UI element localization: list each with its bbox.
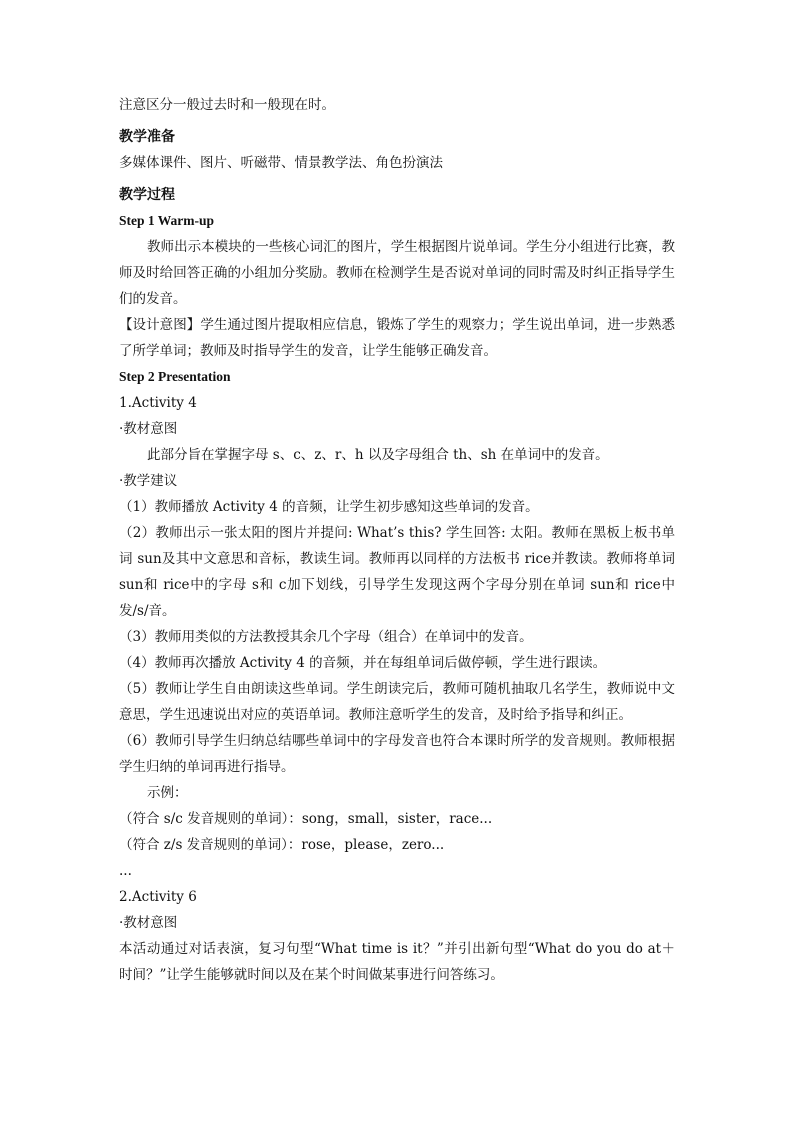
activity4-title: 1.Activity 4 bbox=[119, 395, 197, 411]
advice-item-2: （2）教师出示一张太阳的图片并提问: What’s this? 学生回答: 太阳。教师在黑板上板书单词 sun及其中文意思和音标，教读生词。教师再以同样的方法板书 rice并教读。教师将单词 sun和 rice中的字母 s和 c加下划线，引导学生发现这两个字母分别在单词 sun和 rice中发/s/音。 bbox=[119, 525, 675, 619]
step1-body: 教师出示本模块的一些核心词汇的图片，学生根据图片说单词。学生分小组进行比赛，教师及时给回答正确的小组加分奖励。教师在检测学生是否说对单词的同时需及时纠正指导学生们的发音。 bbox=[119, 239, 675, 307]
activity6-intent-label: ·教材意图 bbox=[119, 915, 178, 931]
document-body bbox=[119, 92, 675, 988]
activity4-intent-label: ·教材意图 bbox=[119, 421, 178, 437]
intro-line: 注意区分一般过去时和一般现在时。 bbox=[119, 97, 335, 113]
step2-title: Step 2 Presentation bbox=[119, 369, 231, 384]
activity6-title: 2.Activity 6 bbox=[119, 889, 197, 905]
prep-heading: 教学准备 bbox=[119, 129, 175, 145]
prep-text: 多媒体课件、图片、听磁带、情景教学法、角色扮演法 bbox=[119, 155, 443, 171]
activity6-intent-text: 本活动通过对话表演，复习句型“What time is it？”并引出新句型“What do you do at＋时间？”让学生能够就时间以及在某个时间做某事进行问答练习。 bbox=[119, 941, 675, 983]
advice-item-1: （1）教师播放 Activity 4 的音频，让学生初步感知这些单词的发音。 bbox=[119, 499, 539, 515]
activity4-advice-label: ·教学建议 bbox=[119, 473, 178, 489]
example-line-2: （符合 z/s 发音规则的单词）：rose，please，zero... bbox=[119, 837, 445, 853]
example-line-1: （符合 s/c 发音规则的单词）：song，small，sister，race... bbox=[119, 811, 493, 827]
activity4-intent-text: 此部分旨在掌握字母 s、c、z、r、h 以及字母组合 th、sh 在单词中的发音。 bbox=[147, 447, 609, 463]
step1-title: Step 1 Warm-up bbox=[119, 213, 215, 228]
advice-item-6: （6）教师引导学生归纳总结哪些单词中的字母发音也符合本课时所学的发音规则。教师根据学生归纳的单词再进行指导。 bbox=[119, 733, 675, 775]
ellipsis: ... bbox=[119, 863, 132, 879]
advice-item-3: （3）教师用类似的方法教授其余几个字母（组合）在单词中的发音。 bbox=[119, 629, 533, 645]
process-heading: 教学过程 bbox=[119, 187, 175, 203]
advice-item-5: （5）教师让学生自由朗读这些单词。学生朗读完后，教师可随机抽取几名学生，教师说中文意思，学生迅速说出对应的英语单词。教师注意听学生的发音，及时给予指导和纠正。 bbox=[119, 681, 675, 723]
example-label: 示例： bbox=[147, 785, 188, 801]
step1-design-intent: 【设计意图】学生通过图片提取相应信息，锻炼了学生的观察力；学生说出单词，进一步熟悉了所学单词；教师及时指导学生的发音，让学生能够正确发音。 bbox=[119, 317, 675, 359]
advice-item-4: （4）教师再次播放 Activity 4 的音频，并在每组单词后做停顿，学生进行跟读。 bbox=[119, 655, 607, 671]
